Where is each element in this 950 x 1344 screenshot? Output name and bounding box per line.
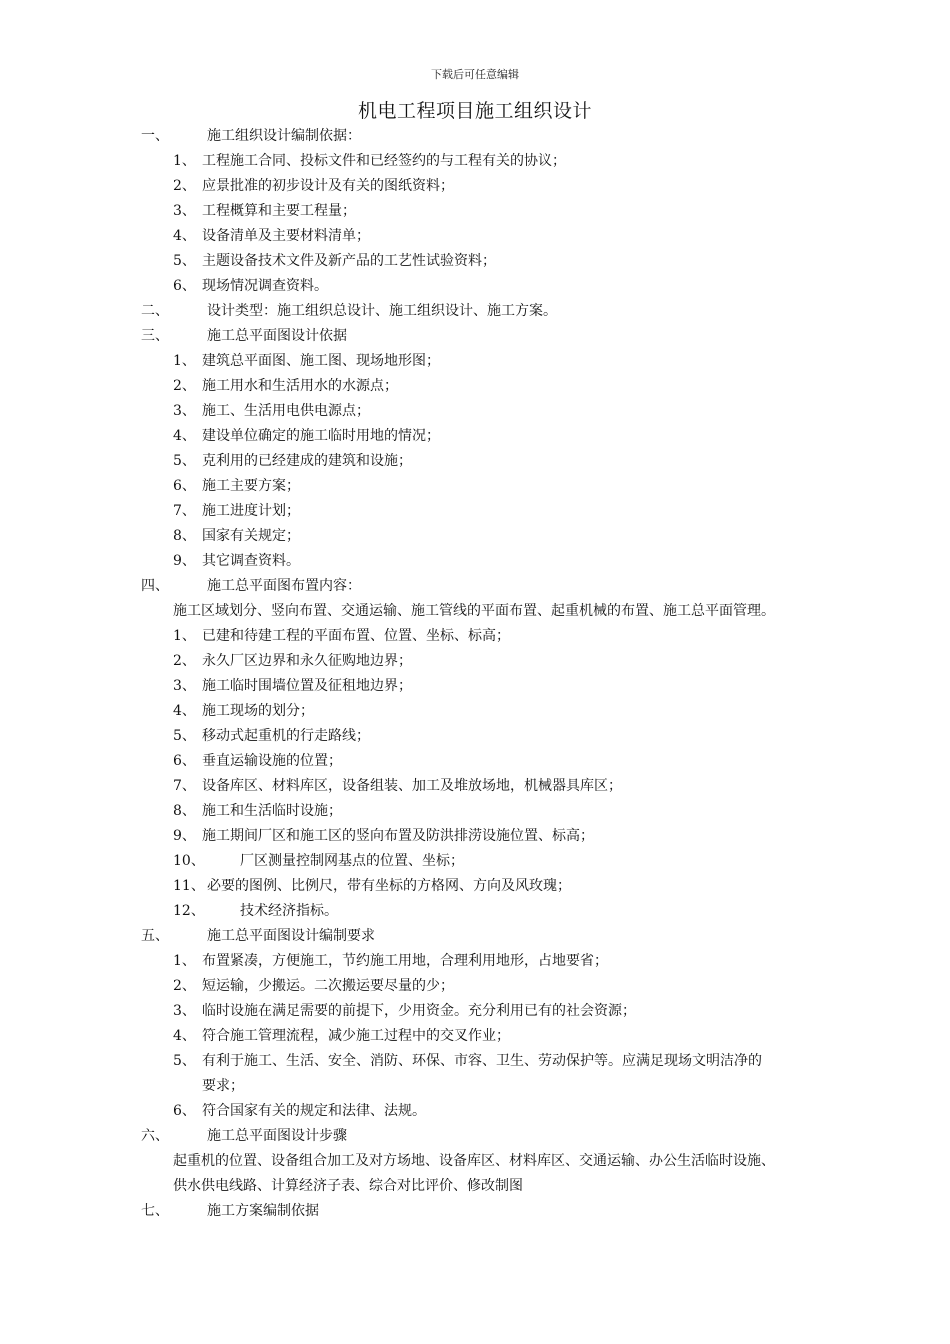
paragraph-text: 供水供电线路、计算经济子表、综合对比评价、修改制图 — [173, 1178, 523, 1194]
section-number: 四、 — [141, 578, 169, 594]
item-text: 建设单位确定的施工临时用地的情况； — [202, 428, 440, 444]
item-number: 8、 — [173, 528, 196, 544]
item-text: 符合施工管理流程，减少施工过程中的交叉作业； — [202, 1028, 510, 1044]
item-text-continuation: 要求； — [202, 1078, 244, 1094]
item-text: 建筑总平面图、施工图、现场地形图； — [202, 353, 440, 369]
section-title: 施工总平面图设计步骤 — [207, 1128, 347, 1144]
section-title: 施工总平面图设计依据 — [207, 328, 347, 344]
item-number: 8、 — [173, 803, 196, 819]
item-text: 施工进度计划； — [202, 503, 300, 519]
item-text: 施工主要方案； — [202, 478, 300, 494]
item-text: 工程施工合同、投标文件和已经签约的与工程有关的协议； — [202, 153, 566, 169]
item-number: 3、 — [173, 203, 196, 219]
section-number: 五、 — [141, 928, 169, 944]
item-number: 3、 — [173, 1003, 196, 1019]
section-title: 施工组织设计编制依据： — [207, 128, 361, 144]
section-number: 六、 — [141, 1128, 169, 1144]
paragraph-text: 施工区域划分、竖向布置、交通运输、施工管线的平面布置、起重机械的布置、施工总平面管理。 — [173, 603, 775, 619]
item-number: 5、 — [173, 253, 196, 269]
item-number: 7、 — [173, 503, 196, 519]
section-number: 二、 — [141, 303, 169, 319]
item-text: 已建和待建工程的平面布置、位置、坐标、标高； — [202, 628, 510, 644]
page-title: 机电工程项目施工组织设计 — [357, 100, 592, 122]
item-text: 布置紧凑，方便施工，节约施工用地，合理利用地形，占地要省； — [202, 953, 608, 969]
item-number: 1、 — [173, 628, 196, 644]
item-text: 技术经济指标。 — [240, 903, 338, 919]
item-text: 施工现场的划分； — [202, 703, 314, 719]
item-number: 4、 — [173, 428, 196, 444]
item-text: 设备库区、材料库区，设备组装、加工及堆放场地，机械器具库区； — [202, 778, 622, 794]
item-text: 施工和生活临时设施； — [202, 803, 342, 819]
item-number: 4、 — [173, 703, 196, 719]
item-number: 4、 — [173, 1028, 196, 1044]
item-text: 短运输，少搬运。二次搬运要尽量的少； — [202, 978, 454, 994]
item-text: 其它调查资料。 — [202, 553, 300, 569]
item-number: 12、 — [173, 903, 205, 919]
item-number: 4、 — [173, 228, 196, 244]
item-number: 10、 — [173, 853, 205, 869]
item-number: 9、 — [173, 828, 196, 844]
item-text: 移动式起重机的行走路线； — [202, 728, 370, 744]
item-text: 工程概算和主要工程量； — [202, 203, 356, 219]
item-number: 5、 — [173, 1053, 196, 1069]
section-title: 施工方案编制依据 — [207, 1203, 319, 1219]
item-text: 必要的图例、比例尺，带有坐标的方格网、方向及风玫瑰； — [207, 878, 571, 894]
item-number: 1、 — [173, 353, 196, 369]
item-number: 11、 — [173, 878, 205, 894]
item-number: 3、 — [173, 403, 196, 419]
item-number: 9、 — [173, 553, 196, 569]
section-title: 施工总平面图设计编制要求 — [207, 928, 375, 944]
item-text: 施工、生活用电供电源点； — [202, 403, 370, 419]
header-note: 下载后可任意编辑 — [431, 68, 519, 81]
item-text: 国家有关规定； — [202, 528, 300, 544]
item-number: 6、 — [173, 478, 196, 494]
item-text: 垂直运输设施的位置； — [202, 753, 342, 769]
item-number: 1、 — [173, 953, 196, 969]
item-text: 主题设备技术文件及新产品的工艺性试验资料； — [202, 253, 496, 269]
item-text: 设备清单及主要材料清单； — [202, 228, 370, 244]
section-title: 设计类型：施工组织总设计、施工组织设计、施工方案。 — [207, 303, 557, 319]
item-text: 应景批准的初步设计及有关的图纸资料； — [202, 178, 454, 194]
item-number: 5、 — [173, 728, 196, 744]
item-number: 2、 — [173, 653, 196, 669]
item-number: 5、 — [173, 453, 196, 469]
item-number: 6、 — [173, 278, 196, 294]
paragraph-text: 起重机的位置、设备组合加工及对方场地、设备库区、材料库区、交通运输、办公生活临时设施、 — [173, 1153, 775, 1169]
item-number: 2、 — [173, 378, 196, 394]
item-number: 7、 — [173, 778, 196, 794]
item-number: 6、 — [173, 753, 196, 769]
item-text: 克利用的已经建成的建筑和设施； — [202, 453, 412, 469]
section-title: 施工总平面图布置内容： — [207, 578, 361, 594]
item-number: 3、 — [173, 678, 196, 694]
item-number: 6、 — [173, 1103, 196, 1119]
item-number: 2、 — [173, 178, 196, 194]
item-text: 厂区测量控制网基点的位置、坐标； — [240, 853, 464, 869]
item-text: 施工临时围墙位置及征租地边界； — [202, 678, 412, 694]
section-number: 三、 — [141, 328, 169, 344]
item-text: 现场情况调查资料。 — [202, 278, 328, 294]
item-text: 永久厂区边界和永久征购地边界； — [202, 653, 412, 669]
item-text: 施工期间厂区和施工区的竖向布置及防洪排涝设施位置、标高； — [202, 828, 594, 844]
item-number: 2、 — [173, 978, 196, 994]
item-number: 1、 — [173, 153, 196, 169]
item-text: 临时设施在满足需要的前提下，少用资金。充分利用已有的社会资源； — [202, 1003, 636, 1019]
section-number: 一、 — [141, 128, 169, 144]
item-text: 有利于施工、生活、安全、消防、环保、市容、卫生、劳动保护等。应满足现场文明洁净的 — [202, 1053, 762, 1069]
item-text: 施工用水和生活用水的水源点； — [202, 378, 398, 394]
section-number: 七、 — [141, 1203, 169, 1219]
item-text: 符合国家有关的规定和法律、法规。 — [202, 1103, 426, 1119]
